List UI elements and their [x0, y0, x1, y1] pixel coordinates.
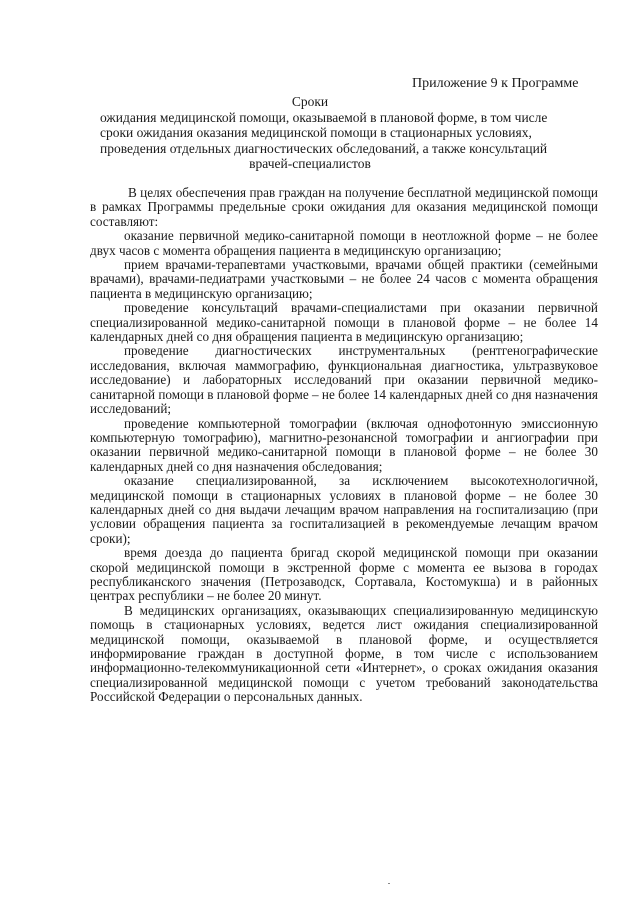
title-line: врачей-специалистов	[249, 156, 371, 171]
paragraph-waiting-list: В медицинских организациях, оказывающих специализированную медицинскую помощь в стационарных условиях, ведется лист ожидания специализированной медицинской помощи, оказываемой в плановой форме, и осуществляется информирование граждан в доступной форме, в том числе с использованием информационно-телекоммуникационной сети «Интернет», о сроках ожидания оказания специализированной медицинской помощи с учетом требований законодательства Российской Федерации о персональных данных.	[90, 602, 598, 705]
paragraph-specialist-consultation: проведение консультаций врачами-специалистами при оказании первичной специализированной медико-санитарной помощи в плановой форме – не более 14 календарных дней со дня обращения пациента в медицинскую организацию;	[90, 300, 598, 345]
title-line: сроки ожидания оказания медицинской помощи в стационарных условиях,	[100, 125, 532, 140]
title-line: проведения отдельных диагностических обследований, а также консультаций	[100, 140, 548, 156]
paragraph-ambulance-arrival: время доезда до пациента бригад скорой медицинской помощи при оказании скорой медицинской помощи в экстренной форме с момента ее вызова в городах республиканского значения (Петрозаводск, Сортавала, Костомукша) и в районных центрах республики – не более 20 минут.	[90, 545, 598, 604]
paragraph-therapist-visit: прием врачами-терапевтами участковыми, врачами общей практики (семейными врачами), врачами-педиатрами участковыми – не более 24 часов с момента обращения пациента в медицинскую организацию;	[90, 257, 598, 301]
document-body	[90, 186, 598, 705]
paragraph-inpatient-care: оказание специализированной, за исключением высокотехнологичной, медицинской помощи в стационарных условиях в плановой форме – не более 30 календарных дней со дня выдачи лечащим врачом направления на госпитализацию (при условии обращения пациента за госпитализацией в рекомендуемые лечащим врачом сроки);	[90, 473, 598, 546]
appendix-label: Приложение 9 к Программе	[412, 76, 579, 91]
title-line: ожидания медицинской помощи, оказываемой в плановой форме, в том числе	[100, 109, 548, 125]
paragraph-tomography: проведение компьютерной томографии (включая однофотонную эмиссионную компьютерную томографию), магнитно-резонансной томографии и ангиографии при оказании первичной медико-санитарной помощи в плановой форме – не более 30 календарных дней со дня назначения обследования;	[90, 415, 598, 474]
title-line: Сроки	[291, 94, 329, 109]
scan-dot	[388, 883, 390, 884]
paragraph-intro: В целях обеспечения прав граждан на получение бесплатной медицинской помощи в рамках Программы предельные сроки ожидания для оказания медицинской помощи составляют:	[90, 185, 598, 229]
paragraph-urgent-care: оказание первичной медико-санитарной помощи в неотложной форме – не более двух часов с момента обращения пациента в медицинскую организацию;	[90, 228, 598, 258]
paragraph-diagnostics: проведение диагностических инструментальных (рентгенографические исследования, включая маммографию, функциональная диагностика, ультразвуковое исследование) и лабораторных исследований при оказании первичной медико-санитарной помощи в плановой форме – не более 14 календарных дней со дня назначения исследований;	[90, 343, 598, 417]
document-title	[100, 94, 548, 172]
